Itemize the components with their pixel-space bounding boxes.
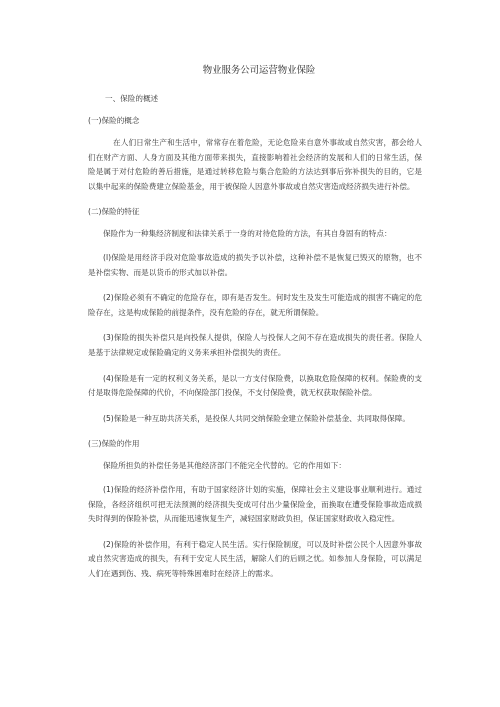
subsection-heading-features: (二)保险的特征 xyxy=(88,207,140,217)
function-item-2: (2)保险的补偿作用，有利于稳定人民生活。实行保险制度，可以及时补偿公民个人因意外事故或自然灾害造成的损失，有利于安定人民生活，解除人们的后顾之忧。如参加人身保险，可以满足人们在遇到伤、残、病死等特殊困难时在经济上的需求。 xyxy=(88,539,422,578)
subsection-heading-functions: (三)保险的作用 xyxy=(88,439,140,449)
concept-paragraph: 在人们日常生产和生活中，常常存在着危险，无论危险来自意外事故或自然灾害，都会给人们在财产方面、人身方面及其他方面带来损失，直接影响着社会经济的发展和人们的日常生活，保险是属于对付危险的善后措施，是通过转移危险与集合危险的方法达到事后弥补损失的目的，它是以集中起来的保险费建立保险基金，用于被保险人因意外事故或自然灾害造成经济损失进行补偿。 xyxy=(88,138,422,191)
subsection-heading-concept: (一)保险的概念 xyxy=(88,116,140,125)
features-intro: 保险作为一种集经济制度和法律关系于一身的对待危险的方法，有其自身固有的特点： xyxy=(103,229,392,239)
functions-intro: 保险所担负的补偿任务是其他经济部门不能完全代替的。它的作用如下： xyxy=(103,461,346,471)
feature-item-2: (2)保险必须有不确定的危险存在，即有是否发生。何时发生及发生可能造成的损害不确定的危险存在，这是构成保险的前提条件，没有危险的存在，就无所谓保险。 xyxy=(88,293,422,317)
feature-item-3: (3)保险的损失补偿只是向投保人提供，保险人与投保人之间不存在造成损失的责任者。保险人是基于法律规定或保险确定的义务来承担补偿损失的责任。 xyxy=(88,333,422,357)
section-heading-overview: 一、保险的概述 xyxy=(105,94,159,103)
document-title: 物业服务公司运营物业保险 xyxy=(202,65,316,76)
feature-item-5: (5)保险是一种互助共济关系，是投保人共同交纳保险金建立保险补偿基金、共同取得保障。 xyxy=(103,413,410,423)
function-item-1: (1)保险的经济补偿作用，有助于国家经济计划的实施，保障社会主义建设事业顺利进行。通过保险，各经济组织可把无法预测的经济损失变成可付出少量保险金，而换取在遭受保险事故造成损失时得到的保险补偿，从而能迅速恢复生产，减轻国家财政负担，保证国家财政收入稳定性。 xyxy=(88,484,422,524)
feature-item-1: (l)保险是用经济手段对危险事故造成的损失予以补偿，这种补偿不是恢复已毁灭的原物，也不是补偿实物、而是以货币的形式加以补偿。 xyxy=(88,252,422,277)
feature-item-4: (4)保险是有一定的权利义务关系，是以一方支付保险费，以换取危险保障的权利。保险费的支付是取得危险保障的代价，不向保险部门投保，不支付保险费，就无权获取保险补偿。 xyxy=(88,373,422,398)
